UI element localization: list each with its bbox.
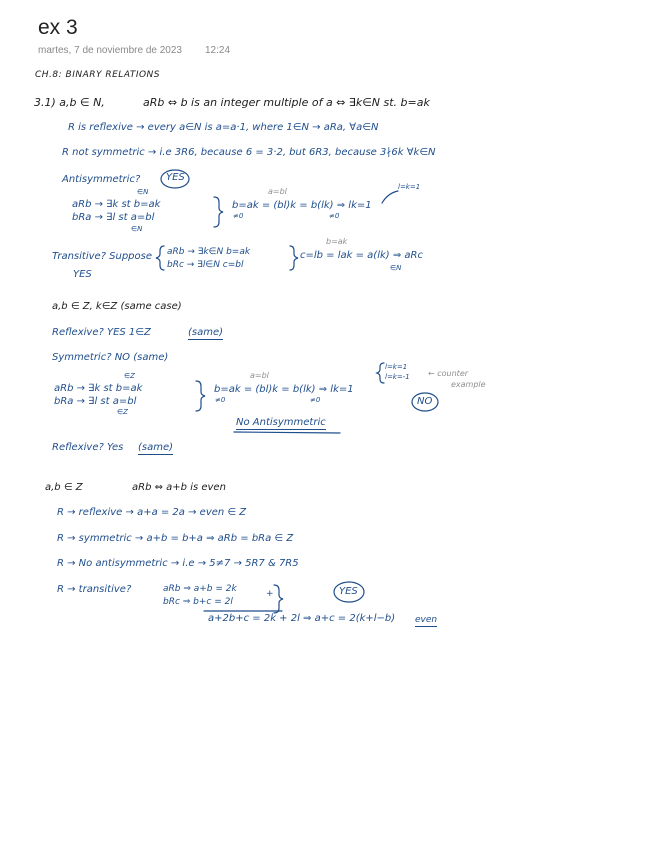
transitive-question: Transitive? Suppose xyxy=(52,251,153,262)
transitive-answer: YES xyxy=(73,269,92,280)
reflexive-z-line-2: Reflexive? Yes xyxy=(52,442,124,453)
even-transitive-question: R → transitive? xyxy=(57,584,132,595)
system-line-bra: bRa → ∃l st a=bl xyxy=(72,212,155,223)
reflexive-line: R is reflexive → every a∈N is a=a·1, where 1∈N → aRa, ∀a∈N xyxy=(68,122,379,133)
antisymmetric-question: Antisymmetric? xyxy=(62,174,141,185)
transitive-line-brc: bRc → ∃l∈N c=bl xyxy=(167,260,244,270)
even-transitive-line-arb: aRb ⇒ a+b = 2k xyxy=(163,584,237,594)
even-no-antisymmetric-line: R → No antisymmetric → i.e → 5≠7 → 5R7 & 7R5 xyxy=(57,558,299,569)
transitive-derivation: c=lb = lak = a(lk) ⇒ aRc xyxy=(300,250,423,261)
even-transitive-answer: YES xyxy=(339,586,358,597)
chapter-header: CH.8: BINARY RELATIONS xyxy=(35,70,160,80)
system-line-arb: aRb → ∃k st b=ak xyxy=(72,199,161,210)
case-positive: l=k=1 xyxy=(385,363,408,371)
symmetric-z-line: Symmetric? NO (same) xyxy=(52,352,169,363)
no-antisymmetric-underline xyxy=(234,432,340,433)
subscript-in-n: ∈N xyxy=(131,225,143,233)
even-transitive-line-brc: bRc ⇒ b+c = 2l xyxy=(163,597,233,607)
problem-label: 3.1) a,b ∈ N, xyxy=(34,96,105,109)
even-symmetric-line: R → symmetric → a+b = b+a ⇒ aRb = bRa ∈ Z xyxy=(57,533,294,544)
counter-label: ← counter xyxy=(428,369,469,378)
note-date: martes, 7 de noviembre de 2023 xyxy=(38,45,182,56)
even-yes-circle xyxy=(334,582,364,602)
note-title: ex 3 xyxy=(38,16,78,39)
nonzero-mark-2: ≠0 xyxy=(329,212,340,220)
system-z-line-arb: aRb → ∃k st b=ak xyxy=(54,383,143,394)
antisymmetric-answer: YES xyxy=(166,172,185,183)
plus-sign: + xyxy=(266,589,274,599)
case-brace xyxy=(377,363,384,383)
annotation-l-k-1: l=k=1 xyxy=(398,183,421,191)
case-negative: l=k=-1 xyxy=(385,373,410,381)
nonzero-mark-1: ≠0 xyxy=(233,212,244,220)
integers-header: a,b ∈ Z, k∈Z (same case) xyxy=(52,301,182,312)
even-header-relation: aRb ⇔ a+b is even xyxy=(132,482,226,493)
no-antisymmetric-conclusion: No Antisymmetric xyxy=(236,417,326,428)
transitive-line-arb: aRb → ∃k∈N b=ak xyxy=(167,247,251,257)
lk-arrow xyxy=(382,191,398,203)
no-circle xyxy=(412,393,438,411)
yes-circle xyxy=(161,170,189,188)
not-symmetric-line: R not symmetric → i.e 3R6, because 6 = 3·2, but 6R3, because 3∤6k ∀k∈N xyxy=(62,147,436,158)
right-brace-1 xyxy=(214,197,223,227)
reflexive-z-same: (same) xyxy=(188,327,224,338)
right-brace-transitive xyxy=(290,246,298,270)
relation-definition: aRb ⇔ b is an integer multiple of a ⇔ ∃k∈N st. b=ak xyxy=(143,96,430,109)
even-conclusion: even xyxy=(415,615,438,625)
antisymmetric-derivation: b=ak = (bl)k = b(lk) ⇒ lk=1 xyxy=(232,200,372,211)
reflexive-z-same-2: (same) xyxy=(138,442,174,453)
nonzero-z-mark-2: ≠0 xyxy=(310,396,321,404)
note-time: 12:24 xyxy=(205,45,231,56)
right-brace-2 xyxy=(196,381,205,411)
even-reflexive-line: R → reflexive → a+a = 2a → even ∈ Z xyxy=(57,507,247,518)
superscript-in-n: ∈N xyxy=(137,188,149,196)
annotation-z-a-bl: a=bl xyxy=(250,371,269,380)
left-brace-transitive xyxy=(156,246,164,270)
example-label: example xyxy=(451,380,486,389)
even-transitive-sum: a+2b+c = 2k + 2l ⇒ a+c = 2(k+l−b) xyxy=(208,613,396,624)
nonzero-z-mark-1: ≠0 xyxy=(215,396,226,404)
even-transitive-brace xyxy=(274,585,283,613)
subscript-in-z: ∈Z xyxy=(117,408,128,416)
annotation-a-bl: a=bl xyxy=(268,187,287,196)
superscript-in-z: ∈Z xyxy=(124,372,135,380)
even-header-domain: a,b ∈ Z xyxy=(45,482,83,493)
reflexive-z-line: Reflexive? YES 1∈Z xyxy=(52,327,151,338)
system-z-line-bra: bRa → ∃l st a=bl xyxy=(54,396,137,407)
subscript-in-n-2: ∈N xyxy=(390,264,402,272)
annotation-b-ak: b=ak xyxy=(326,237,348,246)
antisymmetric-z-answer: NO xyxy=(417,396,433,407)
antisymmetric-z-derivation: b=ak = (bl)k = b(lk) ⇒ lk=1 xyxy=(214,384,354,395)
